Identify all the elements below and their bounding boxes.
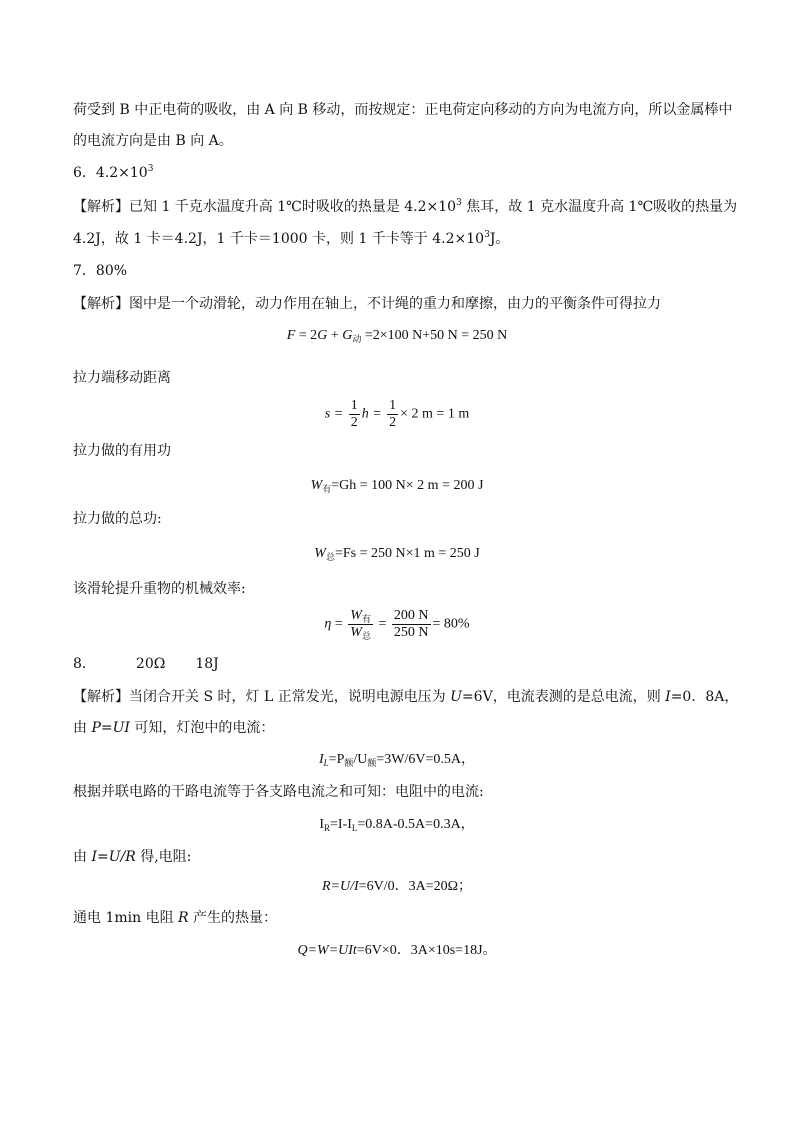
symbol: G [342,328,353,343]
paragraph-line [73,908,277,928]
symbol: s = [324,406,344,422]
subscript: L [351,823,358,833]
symbol: W [350,608,362,623]
symbol: I=U/R [91,849,136,865]
subscript: L [323,758,329,768]
formula-resistance [0,877,794,897]
text: 产生的热量： [188,910,278,926]
text: 焦耳，故 1 克水温度升高 1℃吸收的热量为 [461,199,738,215]
formula-efficiency: η = $\frac{W_有}{W_总}$ = $\frac{200 N}{250 N}$ = 80% [324,608,470,641]
subscript: 有 [361,614,371,624]
fraction [387,398,398,431]
paragraph-line [73,368,171,388]
formula-force: $F = 2G + G_动 =2\times 100$ N+50 N = 250 N [286,328,508,344]
text: × 2 m = 1 m [400,406,470,422]
subscript: R [323,823,330,833]
paragraph-line [73,718,274,738]
symbol: F [286,328,296,343]
subscript: 额 [344,758,354,768]
text: 6．4.2×10 [73,165,148,181]
text: =Fs = 250 N×1 m = 250 J [334,546,480,561]
text: 当闭合开关 S 时，灯 L 正常发光，说明电源电压为 [129,689,451,705]
text: 20Ω [135,656,166,672]
paragraph-line [73,441,171,461]
formula-heat [0,941,794,961]
text: 18J [195,656,219,672]
text: 通电 1min 电阻 [73,910,179,926]
fraction [349,398,360,431]
question-6-explanation [73,197,737,217]
superscript: 3 [456,198,462,208]
text: 的电流方向是由 B 向 A。 [73,133,233,149]
fraction [392,608,431,641]
formula-lamp-current: $I_L=P_额/U_额=3W/6V=0.5A$， [318,752,476,768]
text: 该滑轮提升重物的机械效率: [73,581,246,597]
paragraph-line [73,100,732,120]
symbol: W [314,546,326,561]
symbol: R [178,910,189,926]
text: =6V，电流表测的是总电流，则 [461,689,666,705]
text: 7．80% [73,263,128,279]
denominator [348,625,373,641]
symbol: W [310,478,323,493]
symbol: P=UI [91,720,130,736]
question-6-answer [73,163,153,183]
denominator: 2 [389,415,397,430]
symbol: I [318,752,324,767]
text: 拉力做的总功: [73,511,162,527]
formula-resistor-current: $I_R=I-I_L=0.8A-0.5A=0.3A$， [319,817,475,833]
symbol: I [665,689,671,705]
subscript: 总 [361,631,371,641]
subscript: 额 [367,758,377,768]
paragraph-line [73,782,484,802]
subscript: 总 [325,552,335,562]
text: 拉力做的有用功 [73,443,171,459]
symbol: h = [361,406,382,422]
text: 8． [73,656,96,672]
text: J。 [489,231,510,247]
symbol: U [450,689,462,705]
numerator: 200 N [393,608,429,623]
question-8-answer [73,654,219,674]
question-7-explanation [73,294,661,314]
text: 4.2J，故 1 卡＝4.2J，1 千卡＝1000 卡，则 1 千卡等于 4.2×10 [73,231,485,247]
superscript: 3 [484,230,490,240]
formula-distance [0,398,794,431]
text: =6V×0．3A×10s=18J。 [356,943,497,958]
jiexi-label: 【解析】 [73,199,129,215]
text: =Gh = 100 N× 2 m = 200 J [331,478,484,493]
symbol: η [324,616,332,632]
denominator: 250 N [393,625,429,640]
paragraph-line [73,131,233,151]
jiexi-label: 【解析】 [73,296,129,312]
subscript: 动 [352,334,362,344]
text: = 80% [432,616,470,632]
numerator [348,608,373,625]
symbol: R=U/I [322,879,359,894]
formula-total-work [0,544,794,564]
paragraph-line [73,509,162,529]
paragraph-line [73,579,246,599]
superscript: 3 [147,164,154,174]
question-7-answer [73,261,127,281]
text: 由 [73,720,92,736]
fraction [348,608,373,641]
text: =6V/0．3A=20Ω； [358,879,472,894]
numerator: 1 [350,398,358,413]
text: =0．8A， [670,689,739,705]
paragraph-line [73,847,191,867]
text: 已知 1 千克水温度升高 1℃时吸收的热量是 4.2×10 [129,199,457,215]
symbol: G [317,328,328,343]
numerator: 1 [389,398,397,413]
symbol: W [350,625,362,640]
paragraph-line [73,229,509,249]
text: 拉力端移动距离 [73,370,171,386]
jiexi-label: 【解析】 [73,689,129,705]
denominator: 2 [350,415,358,430]
formula-useful-work [0,476,794,496]
symbol: Q=W=UIt [297,943,357,958]
question-8-explanation [73,687,738,707]
text: 由 [73,849,92,865]
text: 得,电阻: [135,849,192,865]
text: 荷受到 B 中正电荷的吸收，由 A 向 B 移动，而按规定：正电荷定向移动的方向为电流方向，所以金属棒中 [73,102,733,118]
subscript: 有 [322,484,332,494]
text: 可知，灯泡中的电流： [129,720,275,736]
text: 根据并联电路的干路电流等于各支路电流之和可知：电阻中的电流: [73,784,484,800]
text: 图中是一个动滑轮，动力作用在轴上，不计绳的重力和摩擦，由力的平衡条件可得拉力 [129,296,661,312]
